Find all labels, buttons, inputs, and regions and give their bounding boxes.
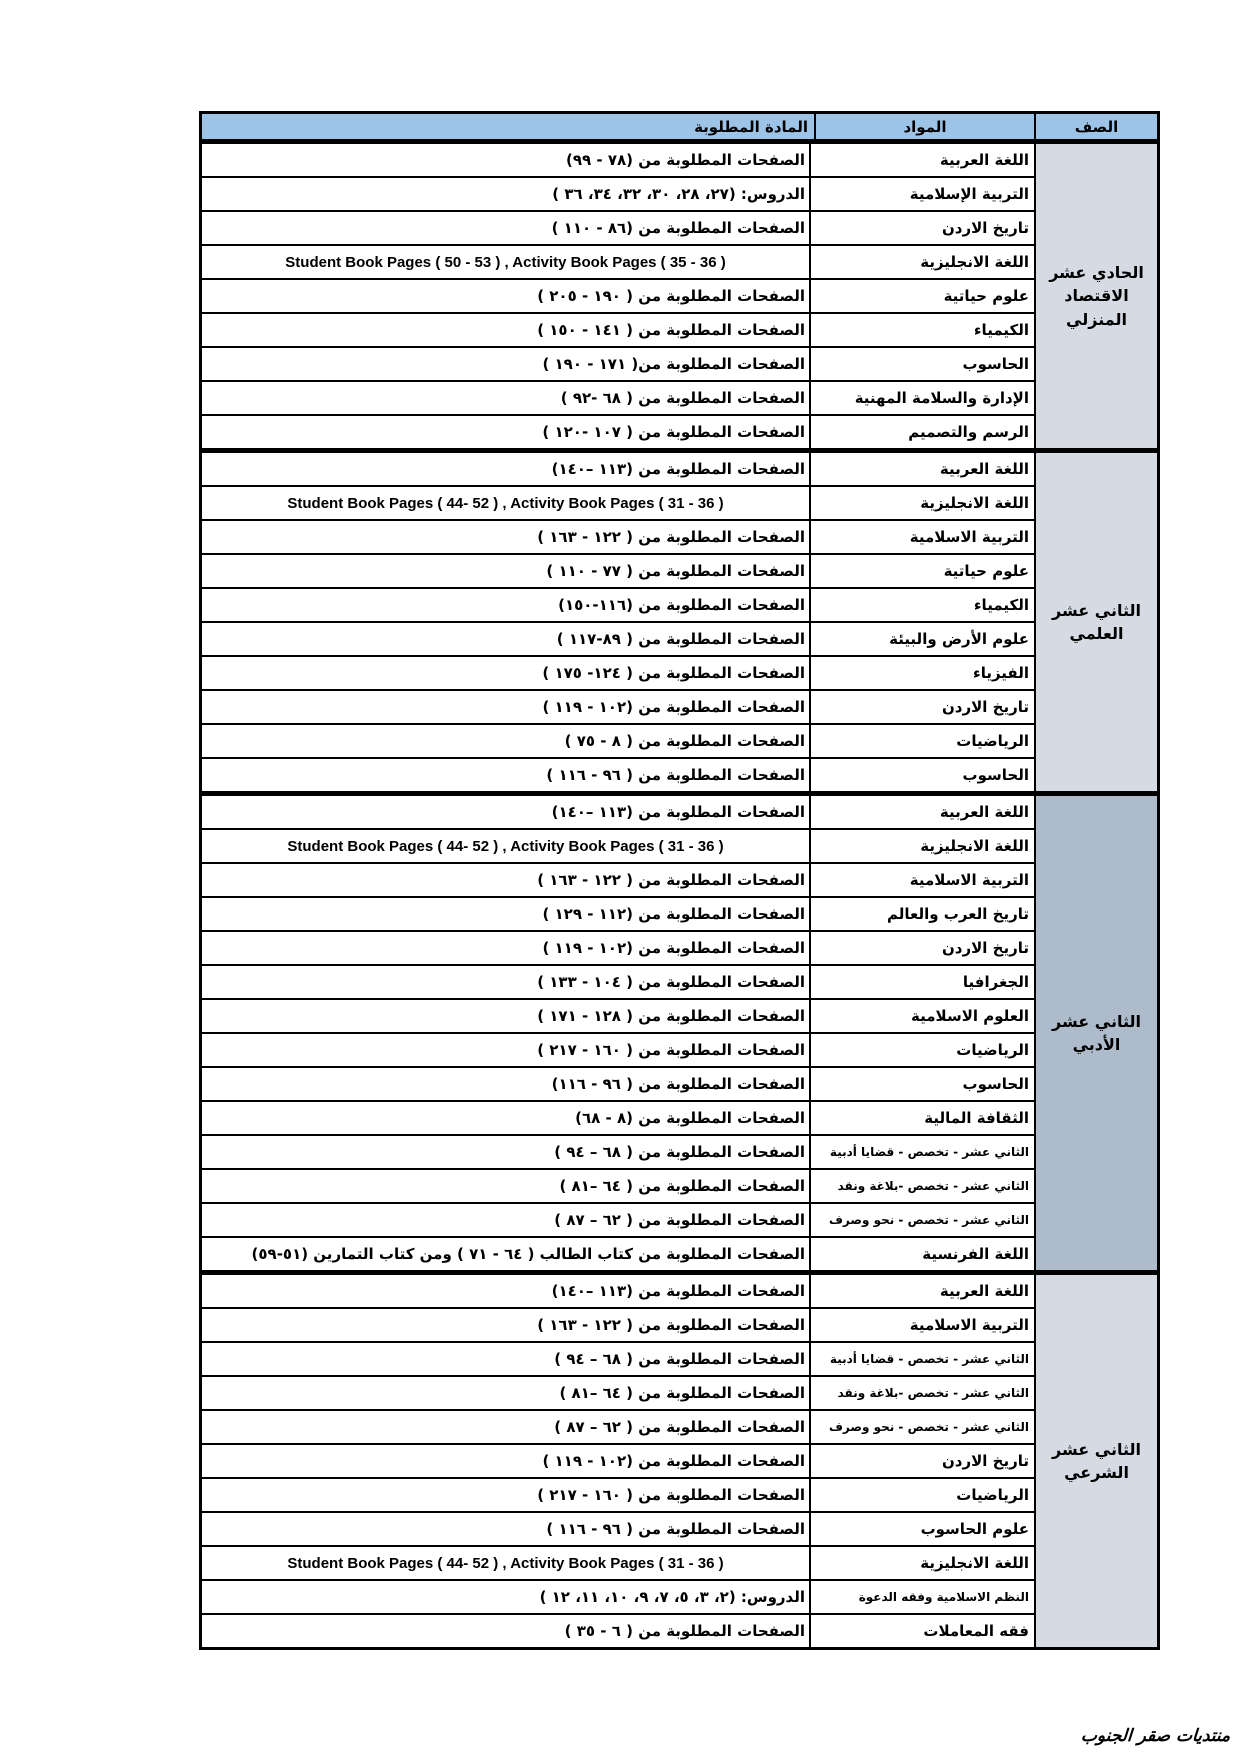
subject-cell: اللغة الفرنسية <box>809 1238 1034 1270</box>
grade-label: العلمي <box>1069 624 1124 643</box>
grade-section <box>202 453 1157 796</box>
material-cell: الصفحات المطلوبة من ( ٦٤ –٨١ ) <box>559 1384 805 1402</box>
material-cell: الصفحات المطلوبة من ( ٩٦ - ١١٦ ) <box>546 766 805 784</box>
subject-cell: الثاني عشر - تخصص - قضايا أدبية <box>809 1343 1034 1375</box>
material-cell: Student Book Pages ( 44- 52 ) , Activity Book Pages ( 31 - 36 ) <box>287 494 724 512</box>
table-row <box>202 521 1034 555</box>
grade-cell <box>1034 453 1157 791</box>
table-row <box>202 1513 1034 1547</box>
table-row <box>202 348 1034 382</box>
material-cell: الصفحات المطلوبة من ( ٩٦ - ١١٦ ) <box>546 1520 805 1538</box>
material-cell: الصفحات المطلوبة من (١٠٢ - ١١٩ ) <box>542 939 805 957</box>
subject-cell: الرياضيات <box>809 1034 1034 1066</box>
material-cell: الدروس: (٢٧، ٢٨، ٣٠، ٣٢، ٣٤، ٣٦ ) <box>552 185 805 203</box>
material-cell: الصفحات المطلوبة من (١٠٢ - ١١٩ ) <box>542 1452 805 1470</box>
grade-cell <box>1034 796 1157 1270</box>
subject-cell: العلوم الاسلامية <box>809 1000 1034 1032</box>
requirements-table <box>199 111 1160 1650</box>
material-cell: الصفحات المطلوبة من (١١٢ - ١٢٩ ) <box>542 905 805 923</box>
table-row <box>202 1377 1034 1411</box>
material-cell: الصفحات المطلوبة من ( ٨ - ٧٥ ) <box>564 732 805 750</box>
table-row <box>202 725 1034 759</box>
material-cell: الصفحات المطلوبة من ( ٦٨ – ٩٤ ) <box>554 1143 805 1161</box>
table-row <box>202 1547 1034 1581</box>
material-cell: الصفحات المطلوبة من ( ١٦٠ - ٢١٧ ) <box>537 1486 805 1504</box>
table-row <box>202 1102 1034 1136</box>
table-sections <box>202 144 1157 1647</box>
header-material: المادة المطلوبة <box>694 117 808 136</box>
subject-cell: الكيمياء <box>809 589 1034 621</box>
material-cell: الصفحات المطلوبة من ( ١٩٠ - ٢٠٥ ) <box>537 287 805 305</box>
subject-cell: اللغة العربية <box>809 796 1034 828</box>
grade-label: الأدبي <box>1072 1035 1121 1054</box>
grade-cell <box>1034 144 1157 448</box>
material-cell: الصفحات المطلوبة من (٧٨ - ٩٩) <box>565 151 805 169</box>
material-cell: Student Book Pages ( 44- 52 ) , Activity Book Pages ( 31 - 36 ) <box>287 1554 724 1572</box>
grade-label: الاقتصاد المنزلي <box>1064 286 1129 329</box>
subject-cell: علوم الأرض والبيئة <box>809 623 1034 655</box>
material-cell: الصفحات المطلوبة من ( ١٢٤- ١٧٥ ) <box>542 664 805 682</box>
table-row <box>202 1275 1034 1309</box>
material-cell: الصفحات المطلوبة من( ١٧١ - ١٩٠ ) <box>542 355 805 373</box>
subject-cell: الكيمياء <box>809 314 1034 346</box>
grade-label: الحادي عشر <box>1049 263 1144 283</box>
material-cell: الصفحات المطلوبة من ( ٦٢ – ٨٧ ) <box>554 1418 805 1436</box>
table-row <box>202 623 1034 657</box>
subject-cell: الثاني عشر - تخصص - نحو وصرف <box>809 1411 1034 1443</box>
table-row <box>202 1068 1034 1102</box>
table-row <box>202 1309 1034 1343</box>
subject-cell: علوم حياتية <box>809 555 1034 587</box>
material-cell: الصفحات المطلوبة من (١١٣ –١٤٠) <box>551 1282 805 1300</box>
table-row <box>202 1615 1034 1647</box>
subject-cell: النظم الاسلامية وفقه الدعوة <box>809 1581 1034 1613</box>
table-row <box>202 1411 1034 1445</box>
material-cell: الصفحات المطلوبة من (٨ - ٦٨) <box>575 1109 805 1127</box>
material-cell: الصفحات المطلوبة من ( ٦٢ – ٨٧ ) <box>554 1211 805 1229</box>
subject-cell: الثاني عشر - تخصص - نحو وصرف <box>809 1204 1034 1236</box>
table-row <box>202 246 1034 280</box>
material-cell: الصفحات المطلوبة من ( ٧٧ - ١١٠ ) <box>546 562 805 580</box>
watermark: منتديات صقر الجنوب <box>1080 1726 1231 1746</box>
subject-cell: التربية الاسلامية <box>809 864 1034 896</box>
material-cell: الصفحات المطلوبة من ( ٦٨ -٩٢ ) <box>560 389 805 407</box>
table-row <box>202 555 1034 589</box>
material-cell: الصفحات المطلوبة من (٨٦ - ١١٠ ) <box>551 219 805 237</box>
subject-cell: تاريخ الاردن <box>809 1445 1034 1477</box>
subject-cell: اللغة العربية <box>809 144 1034 176</box>
subject-cell: تاريخ الاردن <box>809 212 1034 244</box>
material-cell: الصفحات المطلوبة من (١٠٢ - ١١٩ ) <box>542 698 805 716</box>
subject-cell: الجغرافيا <box>809 966 1034 998</box>
subject-cell: الثاني عشر - تخصص -بلاغة ونقد <box>809 1170 1034 1202</box>
section-rows <box>202 453 1034 791</box>
subject-cell: التربية الإسلامية <box>809 178 1034 210</box>
grade-label: الثاني عشر <box>1052 1011 1141 1031</box>
grade-section <box>202 796 1157 1275</box>
table-row <box>202 1343 1034 1377</box>
table-row <box>202 416 1034 448</box>
material-cell: Student Book Pages ( 50 - 53 ) , Activity Book Pages ( 35 - 36 ) <box>285 253 726 271</box>
table-row <box>202 382 1034 416</box>
material-cell: الصفحات المطلوبة من ( ٨٩-١١٧ ) <box>556 630 805 648</box>
table-row <box>202 796 1034 830</box>
grade-label: الثاني عشر <box>1052 1439 1141 1459</box>
subject-cell: تاريخ الاردن <box>809 691 1034 723</box>
table-row <box>202 864 1034 898</box>
material-cell: الصفحات المطلوبة من ( ١٢٢ - ١٦٣ ) <box>537 1316 805 1334</box>
subject-cell: الرسم والتصميم <box>809 416 1034 448</box>
material-cell: الصفحات المطلوبة من (١١٣ –١٤٠) <box>551 803 805 821</box>
subject-cell: التربية الاسلامية <box>809 521 1034 553</box>
material-cell: الصفحات المطلوبة من ( ٦٤ –٨١ ) <box>559 1177 805 1195</box>
subject-cell: الثاني عشر - تخصص - قضايا أدبية <box>809 1136 1034 1168</box>
material-cell: الصفحات المطلوبة من ( ١٢٢ - ١٦٣ ) <box>537 528 805 546</box>
subject-cell: علوم حياتية <box>809 280 1034 312</box>
subject-cell: الرياضيات <box>809 725 1034 757</box>
material-cell: الصفحات المطلوبة من ( ٩٦ - ١١٦) <box>551 1075 805 1093</box>
subject-cell: الفيزياء <box>809 657 1034 689</box>
material-cell: الصفحات المطلوبة من ( ١٠٧ -١٢٠ ) <box>542 423 805 441</box>
subject-cell: فقه المعاملات <box>809 1615 1034 1647</box>
table-row <box>202 1170 1034 1204</box>
table-row <box>202 830 1034 864</box>
header-grade: الصف <box>1034 114 1157 139</box>
grade-cell <box>1034 1275 1157 1647</box>
material-cell: الصفحات المطلوبة من ( ١٠٤ - ١٣٣ ) <box>537 973 805 991</box>
material-cell: الصفحات المطلوبة من ( ١٢٨ - ١٧١ ) <box>537 1007 805 1025</box>
table-row <box>202 453 1034 487</box>
grade-section <box>202 144 1157 453</box>
grade-label: الثاني عشر <box>1052 600 1141 620</box>
material-cell: Student Book Pages ( 44- 52 ) , Activity Book Pages ( 31 - 36 ) <box>287 837 724 855</box>
section-rows <box>202 796 1034 1270</box>
table-row <box>202 1000 1034 1034</box>
table-row <box>202 1136 1034 1170</box>
section-rows <box>202 1275 1034 1647</box>
material-cell: الصفحات المطلوبة من (١١٣ –١٤٠) <box>551 460 805 478</box>
subject-cell: اللغة الانجليزية <box>809 1547 1034 1579</box>
material-cell: الدروس: (٢، ٣، ٥، ٧، ٩، ١٠، ١١، ١٢ ) <box>539 1588 805 1606</box>
section-rows <box>202 144 1034 448</box>
subject-cell: الحاسوب <box>809 348 1034 380</box>
material-cell: الصفحات المطلوبة من ( ١٢٢ - ١٦٣ ) <box>537 871 805 889</box>
table-row <box>202 487 1034 521</box>
grade-section <box>202 1275 1157 1647</box>
subject-cell: تاريخ العرب والعالم <box>809 898 1034 930</box>
material-cell: الصفحات المطلوبة من ( ٦ - ٣٥ ) <box>564 1622 805 1640</box>
subject-cell: اللغة العربية <box>809 1275 1034 1307</box>
subject-cell: اللغة العربية <box>809 453 1034 485</box>
table-row <box>202 657 1034 691</box>
table-row <box>202 759 1034 791</box>
table-row <box>202 1204 1034 1238</box>
table-row <box>202 178 1034 212</box>
subject-cell: اللغة الانجليزية <box>809 830 1034 862</box>
table-row <box>202 691 1034 725</box>
table-row <box>202 212 1034 246</box>
grade-label: الشرعي <box>1064 1463 1129 1482</box>
subject-cell: الثاني عشر - تخصص -بلاغة ونقد <box>809 1377 1034 1409</box>
table-row <box>202 966 1034 1000</box>
subject-cell: الحاسوب <box>809 1068 1034 1100</box>
material-cell: الصفحات المطلوبة من كتاب الطالب ( ٦٤ - ٧١ ) ومن كتاب التمارين (٥١-٥٩) <box>251 1245 805 1263</box>
table-header-row <box>202 114 1157 144</box>
material-cell: الصفحات المطلوبة من (١١٦-١٥٠) <box>558 596 805 614</box>
subject-cell: تاريخ الاردن <box>809 932 1034 964</box>
table-row <box>202 1238 1034 1270</box>
table-row <box>202 314 1034 348</box>
table-row <box>202 1581 1034 1615</box>
subject-cell: علوم الحاسوب <box>809 1513 1034 1545</box>
table-row <box>202 144 1034 178</box>
table-row <box>202 1034 1034 1068</box>
table-row <box>202 1445 1034 1479</box>
material-cell: الصفحات المطلوبة من ( ١٦٠ - ٢١٧ ) <box>537 1041 805 1059</box>
subject-cell: الإدارة والسلامة المهنية <box>809 382 1034 414</box>
subject-cell: اللغة الانجليزية <box>809 246 1034 278</box>
material-cell: الصفحات المطلوبة من ( ٦٨ – ٩٤ ) <box>554 1350 805 1368</box>
table-row <box>202 1479 1034 1513</box>
subject-cell: التربية الاسلامية <box>809 1309 1034 1341</box>
subject-cell: اللغة الانجليزية <box>809 487 1034 519</box>
material-cell: الصفحات المطلوبة من ( ١٤١ - ١٥٠ ) <box>537 321 805 339</box>
table-row <box>202 932 1034 966</box>
header-subjects: المواد <box>814 114 1034 139</box>
table-row <box>202 898 1034 932</box>
table-row <box>202 589 1034 623</box>
table-row <box>202 280 1034 314</box>
subject-cell: الثقافة المالية <box>809 1102 1034 1134</box>
subject-cell: الحاسوب <box>809 759 1034 791</box>
subject-cell: الرياضيات <box>809 1479 1034 1511</box>
